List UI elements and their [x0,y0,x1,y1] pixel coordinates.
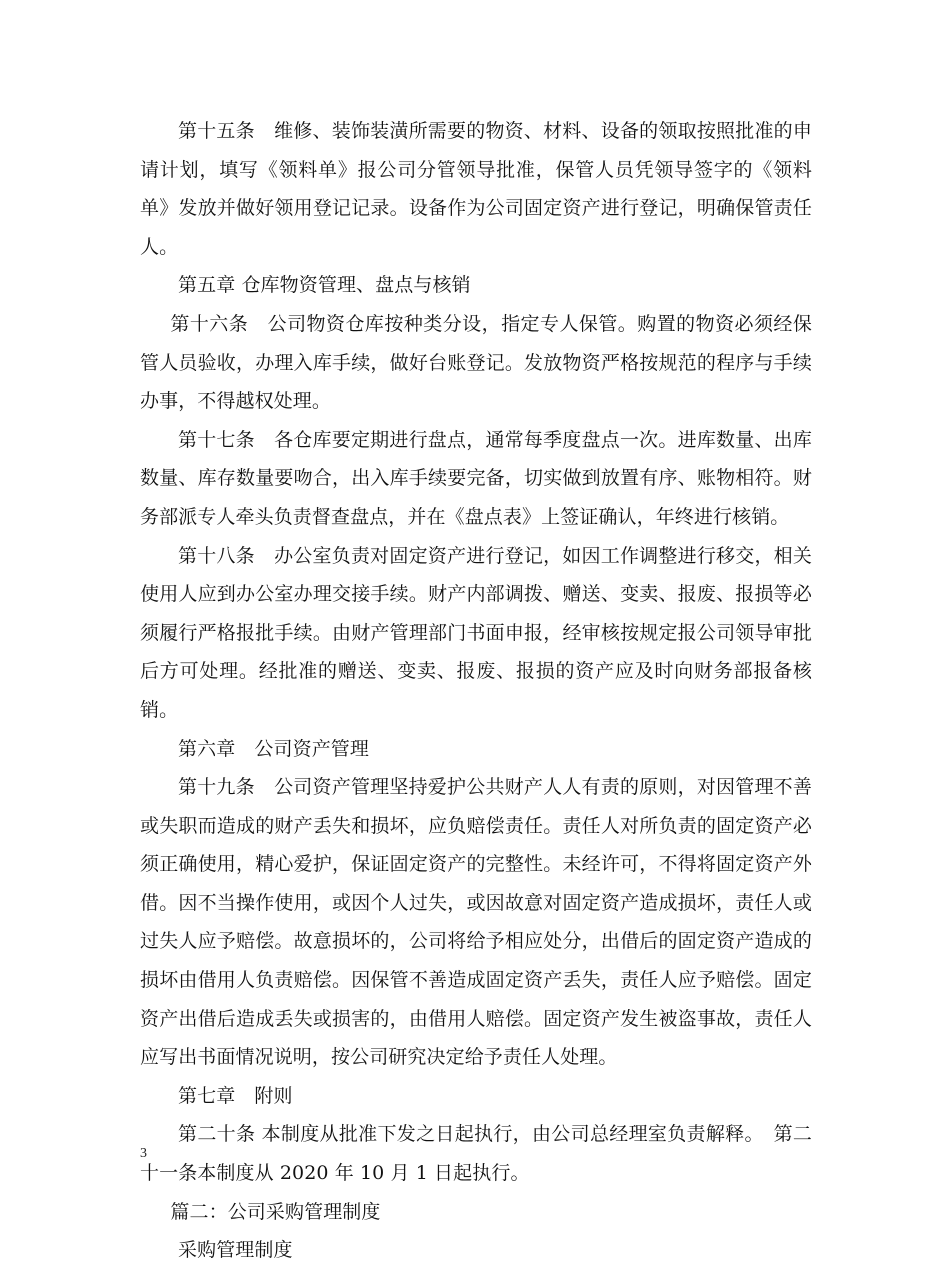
procurement-title: 采购管理制度 [178,1239,293,1262]
article-15-paragraph: 第十五条 维修、装饰装潢所需要的物资、材料、设备的领取按照批准的申请计划，填写《领料单》报公司分管领导批准，保管人员凭领导签字的《领料单》发放并做好领用登记记录。设备作为公司固定资产进行登记，明确保管责任人。 [140,120,812,258]
article-16-paragraph: 第十六条 公司物资仓库按种类分设，指定专人保管。购置的物资必须经保管人员验收，办理入库手续，做好台账登记。发放物资严格按规范的程序与手续办事，不得越权处理。 [140,312,812,413]
part-2-heading: 篇二：公司采购管理制度 [170,1200,381,1223]
article-17-paragraph: 第十七条 各仓库要定期进行盘点，通常每季度盘点一次。进库数量、出库数量、库存数量要吻合，出入库手续要完备，切实做到放置有序、账物相符。财务部派专人牵头负责督查盘点，并在《盘点表》上签证确认，年终进行核销。 [140,428,812,528]
page-number: 3 [140,1146,147,1161]
chapter-7-heading: 第七章 附则 [178,1084,293,1107]
chapter-5-heading: 第五章 仓库物资管理、盘点与核销 [178,274,471,297]
chapter-6-heading: 第六章 公司资产管理 [178,737,370,760]
article-18-paragraph: 第十八条 办公室负责对固定资产进行登记，如因工作调整进行移交，相关使用人应到办公室办理交接手续。财产内部调拨、赠送、变卖、报废、报损等必须履行严格报批手续。由财产管理部门书面申报，经审核按规定报公司领导审批后方可处理。经批准的赠送、变卖、报废、报损的资产应及时向财务部报备核销。 [140,544,812,721]
document-body [140,112,812,1270]
article-19-paragraph: 第十九条 公司资产管理坚持爱护公共财产人人有责的原则，对因管理不善或失职而造成的财产丢失和损坏，应负赔偿责任。责任人对所负责的固定资产必须正确使用，精心爱护，保证固定资产的完整性。未经许可，不得将固定资产外借。因不当操作使用，或因个人过失，或因故意对固定资产造成损坏，责任人或过失人应予赔偿。故意损坏的，公司将给予相应处分，出借后的固定资产造成的损坏由借用人负责赔偿。因保管不善造成固定资产丢失，责任人应予赔偿。固定资产出借后造成丢失或损害的，由借用人赔偿。固定资产发生被盗事故，责任人应写出书面情况说明，按公司研究决定给予责任人处理。 [140,776,812,1069]
article-20-21-paragraph: 第二十条 本制度从批准下发之日起执行，由公司总经理室负责解释。 第二十一条本制度从 2020 年 10 月 1 日起执行。 [140,1123,812,1185]
